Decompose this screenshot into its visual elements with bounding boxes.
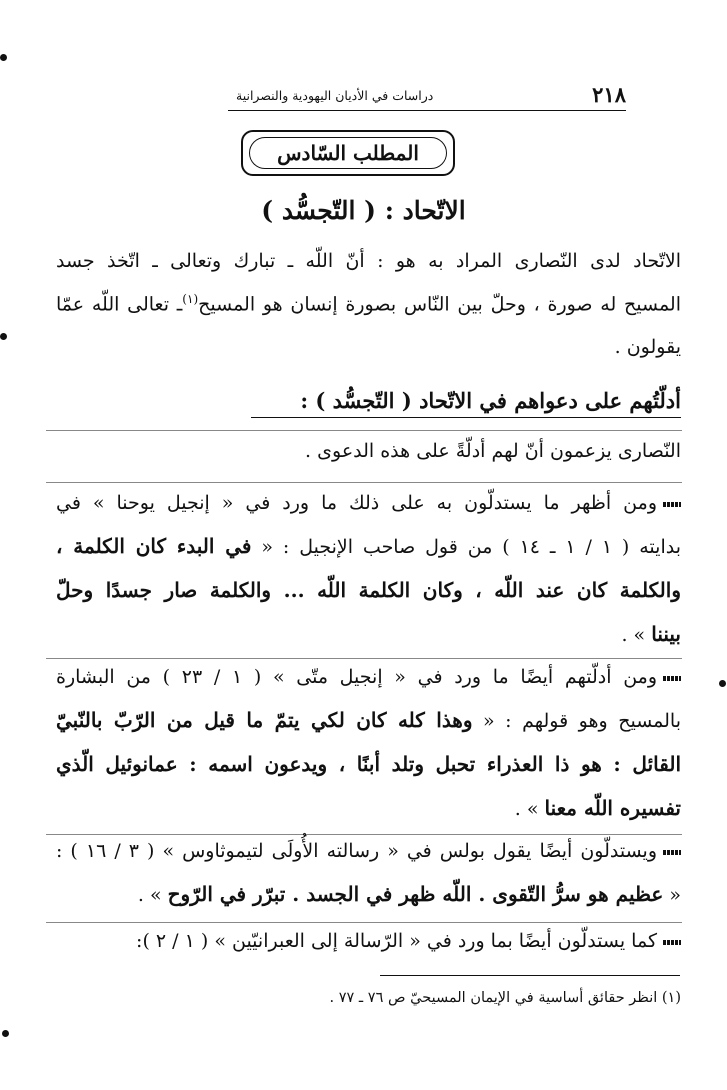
section-title: الاتّحاد : ( التّجسُّد ) — [261, 196, 466, 225]
intro-line-3: يقولون . — [614, 336, 681, 358]
scan-mark — [0, 333, 7, 340]
divider — [46, 834, 682, 835]
p3-line-1-text: ويستدلّون أيضًا يقول بولس في « رسالته الأُولَى لتيموثاوس » ( ٣ / ١٦ ) : — [56, 840, 658, 862]
running-title: دراسات في الأديان اليهودية والنصرانية — [236, 88, 434, 103]
dash-bullet-icon — [663, 676, 681, 681]
p1-line-1-text: ومن أظهر ما يستدلّون به على ذلك ما ورد في « إنجيل يوحنا » في — [56, 492, 657, 514]
p2-line-2-text: بالمسيح وهو قولهم : « — [483, 710, 681, 732]
p2-line-2-quote: وهذا كله كان لكي يتمّ ما قيل من الرّبّ بالنّبيّ — [56, 708, 473, 732]
p1-line-4-end: » . — [621, 624, 646, 646]
divider — [46, 658, 682, 659]
p3-line-2 — [56, 882, 681, 906]
page-header — [228, 84, 626, 111]
p1-line-4-quote: بيننا — [651, 622, 681, 646]
p1-line-1 — [56, 492, 681, 514]
claim-line: النّصارى يزعمون أنّ لهم أدلّةً على هذه الدعوى . — [305, 440, 681, 462]
scan-mark — [2, 1030, 9, 1037]
divider — [46, 482, 682, 483]
intro-line-1: الاتّحاد لدى النّصارى المراد به هو : أنّ اللّه ـ تبارك وتعالى ـ اتّخذ جسد — [56, 250, 681, 272]
p3-line-2-close: » . — [137, 884, 162, 906]
p2-line-1-text: ومن أدلّتهم أيضًا ما ورد في « إنجيل متّى » ( ١ / ٢٣ ) من البشارة — [56, 666, 658, 688]
p1-line-2-text: بدايته ( ١ / ١ ـ ١٤ ) من قول صاحب الإنجيل : « — [261, 536, 681, 558]
p2-line-4-end: » . — [514, 798, 539, 820]
footnote-ref: (١) — [182, 292, 199, 306]
dash-bullet-icon — [663, 940, 681, 945]
p3-line-1 — [56, 840, 681, 862]
p1-line-3: والكلمة كان عند اللّه ، وكان الكلمة اللّه ... والكلمة صار جسدًا وحلّ — [56, 578, 681, 602]
footnote: (١) انظر حقائق أساسية في الإيمان المسيحيّ ص ٧٦ ـ ٧٧ . — [329, 990, 681, 1006]
dash-bullet-icon — [663, 502, 681, 507]
p2-line-4-quote: تفسيره اللّه معنا — [544, 796, 681, 820]
p4-line-1-text: كما يستدلّون أيضًا بما ورد في « الرّسالة إلى العبرانيّين » ( ١ / ٢ ): — [136, 930, 657, 952]
page-number: ٢١٨ — [592, 82, 626, 107]
p2-line-4 — [56, 796, 681, 820]
p3-line-2-quote: عظيم هو سرُّ التّقوى . اللّه ظهر في الجسد . تبرّر في الرّوح — [167, 882, 664, 906]
footnote-rule — [380, 975, 680, 976]
divider — [46, 922, 682, 923]
p2-line-1 — [56, 666, 681, 688]
p3-line-2-open: « — [669, 884, 681, 906]
intro-line-2-end: ـ تعالى اللّه عمّا — [56, 293, 183, 316]
p2-line-2 — [56, 708, 681, 732]
dash-bullet-icon — [663, 850, 681, 855]
section-banner — [241, 130, 455, 176]
scan-mark — [0, 54, 7, 61]
intro-line-2-text: المسيح له صورة ، وحلّ بين النّاس بصورة إنسان هو المسيح — [198, 293, 681, 316]
divider — [46, 430, 682, 431]
banner-label: المطلب السّادس — [249, 137, 447, 169]
intro-line-2 — [56, 292, 681, 315]
p1-line-2-quote: في البدء كان الكلمة ، — [56, 534, 252, 558]
p1-line-2 — [56, 534, 681, 558]
p1-line-4 — [56, 622, 681, 646]
p4-line-1 — [56, 930, 681, 952]
scan-mark — [719, 680, 726, 687]
subheading: أدلّتُهم على دعواهم في الاتّحاد ( التّجسُّد ) : — [251, 388, 681, 418]
p2-line-3: القائل : هو ذا العذراء تحبل وتلد أبنًا ، ويدعون اسمه : عمانوئيل الّذي — [56, 752, 681, 776]
